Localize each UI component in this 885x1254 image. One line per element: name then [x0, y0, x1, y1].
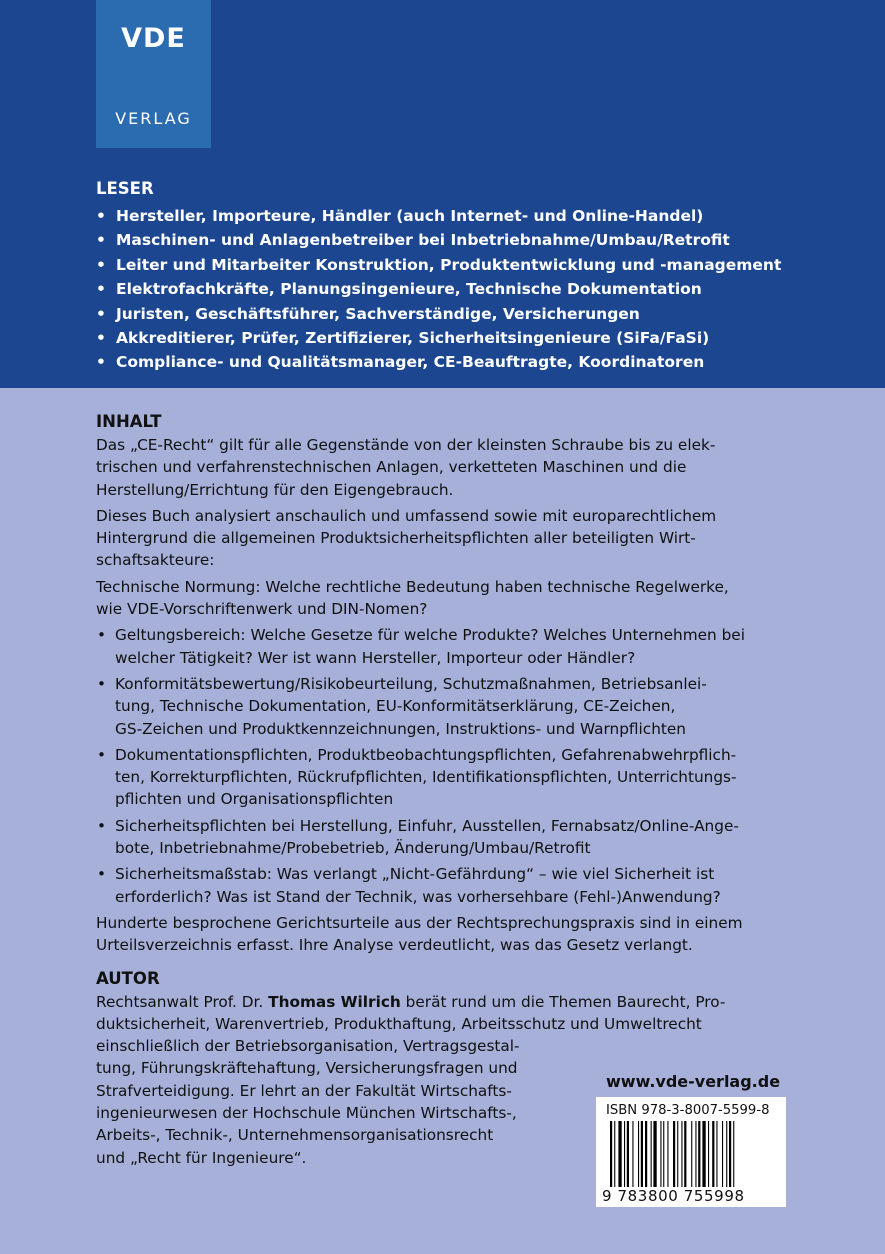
barcode-bar — [729, 1121, 731, 1187]
author-name: Thomas Wilrich — [268, 992, 401, 1011]
leser-item: • Akkreditierer, Prüfer, Zertifizierer, Sicherheitsingenieure (SiFa/FaSi) — [96, 328, 710, 347]
barcode-digits: 9 783800 755998 — [602, 1187, 745, 1205]
barcode-bar — [702, 1121, 705, 1187]
barcode-bar — [653, 1121, 656, 1187]
leser-item: • Juristen, Geschäftsführer, Sachverständige, Versicherungen — [96, 304, 640, 323]
inhalt-bullet: • Sicherheitspflichten bei Herstellung, Einfuhr, Ausstellen, Fernabsatz/Online-Ange- bote, Inbetriebnahme/Probebetrieb, Änderung/Umbau/Retrofit — [97, 816, 739, 858]
leser-heading: LESER — [96, 179, 154, 198]
barcode-bar — [677, 1121, 678, 1187]
publisher-website: www.vde-verlag.de — [606, 1072, 781, 1091]
barcode-bar — [716, 1121, 717, 1187]
barcode-bar — [614, 1121, 615, 1187]
inhalt-heading: INHALT — [96, 412, 162, 431]
leser-item: • Maschinen- und Anlagenbetreiber bei Inbetriebnahme/Umbau/Retrofit — [96, 231, 730, 250]
leser-item: • Compliance- und Qualitätsmanager, CE-Beauftragte, Koordinatoren — [96, 353, 705, 372]
barcode-bar — [663, 1121, 664, 1187]
leser-item: • Hersteller, Importeure, Händler (auch Internet- und Online-Handel) — [96, 207, 704, 225]
inhalt-paragraph-3: Technische Normung: Welche rechtliche Bedeutung haben technische Regelwerke, wie VDE-Vorschriftenwerk und DIN-Nomen? — [96, 577, 729, 619]
isbn-barcode — [596, 1097, 786, 1207]
inhalt-bullet: • Dokumentationspflichten, Produktbeobachtungspflichten, Gefahrenabwehrpflich- ten, Korrekturpflichten, Rückrufpflichten, Identifikationspflichten, Unterrichtungs- pflichten und Organisationspflichten — [97, 745, 737, 809]
vde-verlag-logo — [96, 0, 211, 148]
barcode-bar — [698, 1121, 700, 1187]
barcode-bar — [660, 1121, 661, 1187]
barcode-bar — [673, 1121, 675, 1187]
barcode-bar — [610, 1121, 612, 1187]
cover-top-band — [0, 0, 885, 388]
autor-paragraph: Rechtsanwalt Prof. Dr. Thomas Wilrich berät rund um die Themen Baurecht, Pro- duktsicherheit, Warenvertrieb, Produkthaftung, Arbeitsschutz und Umweltrecht einschließlich der Betriebsorganisation, Vertragsgestal- tung, Führungskräftehaftung, Versicherungsfragen und Strafverteidigung. Er lehrt an der Fakultät Wirtschafts- ingenieurwesen der Hochschule München Wirtschafts-, Arbeits-, Technik-, Unternehmensorganisationsrecht und „Recht für Ingenieure“. — [96, 992, 726, 1167]
inhalt-paragraph-4: Hunderte besprochene Gerichtsurteile aus der Rechtsprechungspraxis sind in einem Urteilsverzeichnis erfasst. Ihre Analyse verdeutlicht, was das Gesetz verlangt. — [96, 913, 743, 955]
barcode-bar — [638, 1121, 639, 1187]
barcode-bar — [624, 1121, 625, 1187]
inhalt-paragraph-2: Dieses Buch analysiert anschaulich und umfassend sowie mit europarechtlichem Hintergrund die allgemeinen Produktsicherheitspflichten aller beteiligten Wirt- schaftsakteure: — [96, 506, 717, 570]
barcode-bar — [708, 1121, 709, 1187]
logo-brand: VDE — [121, 23, 186, 54]
leser-item: • Elektrofachkräfte, Planungsingenieure, Technische Dokumentation — [96, 280, 702, 299]
leser-item: • Leiter und Mitarbeiter Konstruktion, Produktentwicklung und -management — [96, 255, 782, 274]
barcode-bar — [651, 1121, 652, 1187]
inhalt-bullet: • Sicherheitsmaßstab: Was verlangt „Nicht-Gefährdung“ – wie viel Sicherheit ist erforderlich? Was ist Stand der Technik, was vorhersehbare (Fehl-)Anwendung? — [97, 865, 721, 906]
barcode-bar — [726, 1121, 727, 1187]
logo-sub: VERLAG — [115, 109, 192, 128]
barcode-bar — [712, 1121, 714, 1187]
barcode-bar — [695, 1121, 696, 1187]
inhalt-bullet: • Geltungsbereich: Welche Gesetze für welche Produkte? Welches Unternehmen bei welcher Tätigkeit? Wer ist wann Hersteller, Importeur oder Händler? — [97, 626, 745, 667]
barcode-bar — [618, 1121, 621, 1187]
isbn-number: ISBN 978-3-8007-5599-8 — [606, 1103, 770, 1118]
barcode-bar — [722, 1121, 723, 1187]
barcode-bars — [610, 1121, 772, 1187]
barcode-bar — [691, 1121, 692, 1187]
barcode-bar — [684, 1121, 686, 1187]
content-body — [96, 410, 786, 1173]
inhalt-paragraph-1: Das „CE-Recht“ gilt für alle Gegenstände von der kleinsten Schraube bis zu elek- trischen und verfahrenstechnischen Anlagen, verketteten Maschinen und die Herstellung/Errichtung für den Eigengebrauch. — [96, 436, 716, 499]
barcode-bar — [667, 1121, 668, 1187]
barcode-bar — [645, 1121, 647, 1187]
barcode-bar — [733, 1121, 734, 1187]
barcode-bar — [627, 1121, 629, 1187]
leser-list — [96, 204, 781, 375]
inhalt-bullet: • Konformitätsbewertung/Risikobeurteilung, Schutzmaßnahmen, Betriebsanlei- tung, Technische Dokumentation, EU-Konformitätserklärung, CE-Zeichen, GS-Zeichen und Produktkennzeichnungen, Instruktions- und Warnpflichten — [97, 674, 707, 738]
barcode-bar — [632, 1121, 633, 1187]
autor-heading: AUTOR — [96, 968, 160, 988]
barcode-bar — [681, 1121, 682, 1187]
barcode-bar — [641, 1121, 643, 1187]
